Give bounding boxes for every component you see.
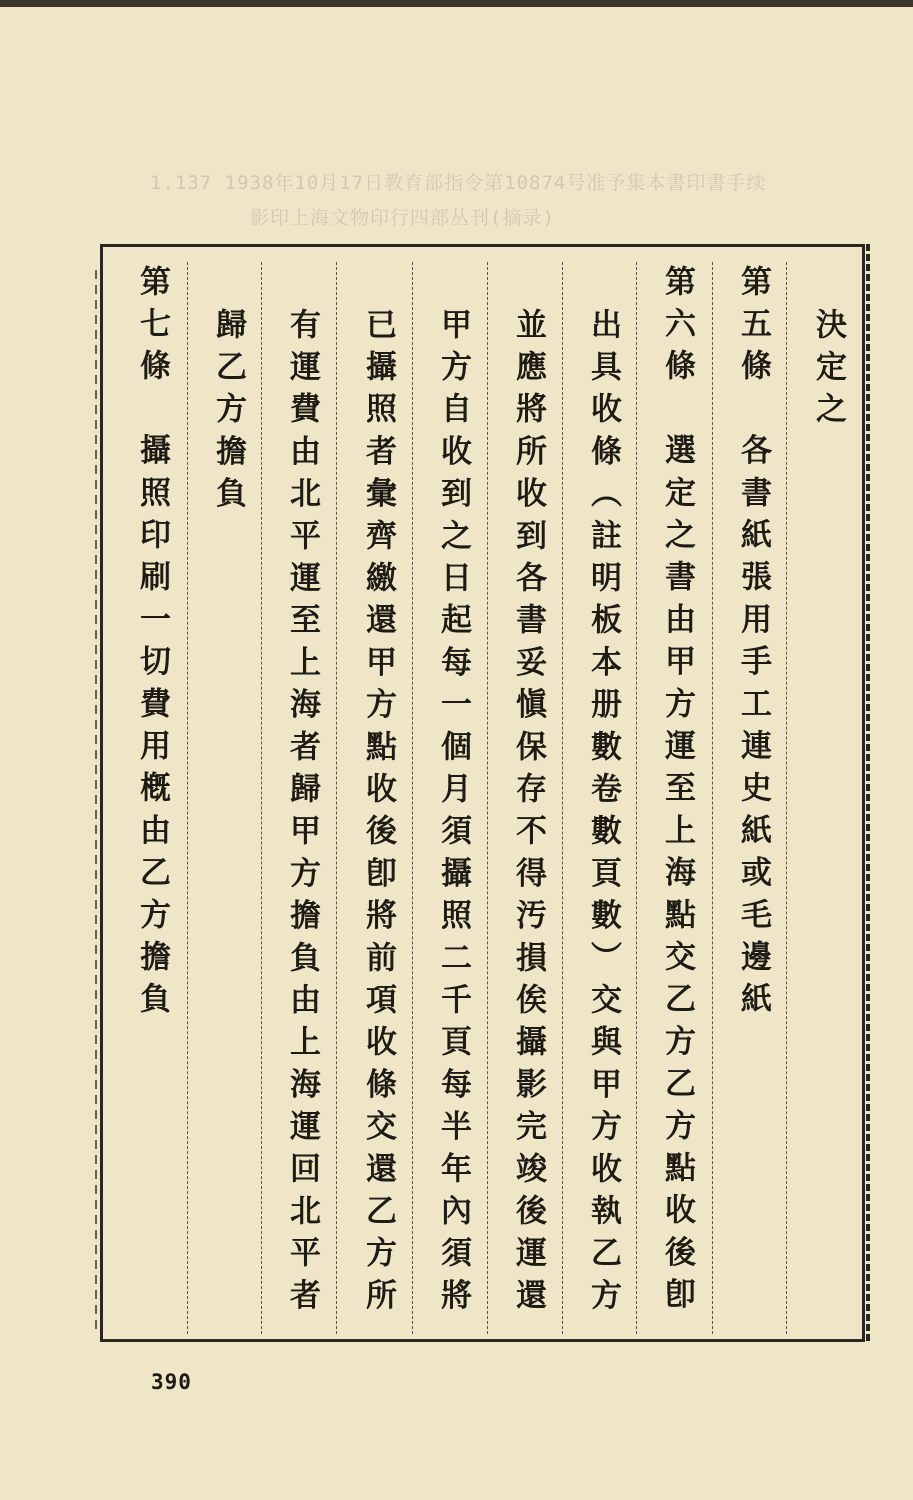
text-column: 出具收條（註明板本册數卷數頁數）交與甲方收執乙方 — [585, 308, 621, 1321]
text-column-article-6: 第六條 選定之書由甲方運至上海點交乙方乙方點收後卽 — [659, 265, 695, 1320]
column-rule — [712, 262, 713, 1334]
outer-border-right — [866, 244, 870, 1342]
page-top-edge — [0, 0, 913, 7]
text-column: 歸乙方擔負 — [210, 308, 246, 519]
column-rule — [562, 262, 563, 1334]
column-rule — [636, 262, 637, 1334]
text-column: 已攝照者彙齊繳還甲方點收後卽將前項收條交還乙方所 — [360, 308, 396, 1321]
column-rule — [487, 262, 488, 1334]
bleed-through-line-1: 1.137 1938年10月17日教育部指令第10874号准予集本書印書手续 — [150, 172, 767, 194]
text-column: 甲方自收到之日起每一個月須攝照二千頁每半年內須將 — [435, 308, 471, 1321]
column-rule — [336, 262, 337, 1334]
column-rule — [412, 262, 413, 1334]
text-column: 並應將所收到各書妥愼保存不得汚損俟攝影完竣後運還 — [510, 308, 546, 1321]
column-rule — [261, 262, 262, 1334]
text-column-article-7: 第七條 攝照印刷一切費用槪由乙方擔負 — [134, 265, 170, 1025]
outer-border-left — [95, 270, 97, 1330]
text-column-heading: 決定之 — [810, 308, 846, 435]
column-rule — [187, 262, 188, 1334]
page-number: 390 — [151, 1370, 192, 1394]
bleed-through-line-2: 影印上海文物印行四部丛刊(摘录) — [250, 207, 555, 229]
bleed-through-text — [150, 168, 790, 238]
text-column-article-5: 第五條 各書紙張用手工連史紙或毛邊紙 — [735, 265, 771, 1025]
column-rule — [786, 262, 787, 1334]
text-column: 有運費由北平運至上海者歸甲方擔負由上海運回北平者 — [284, 308, 320, 1321]
